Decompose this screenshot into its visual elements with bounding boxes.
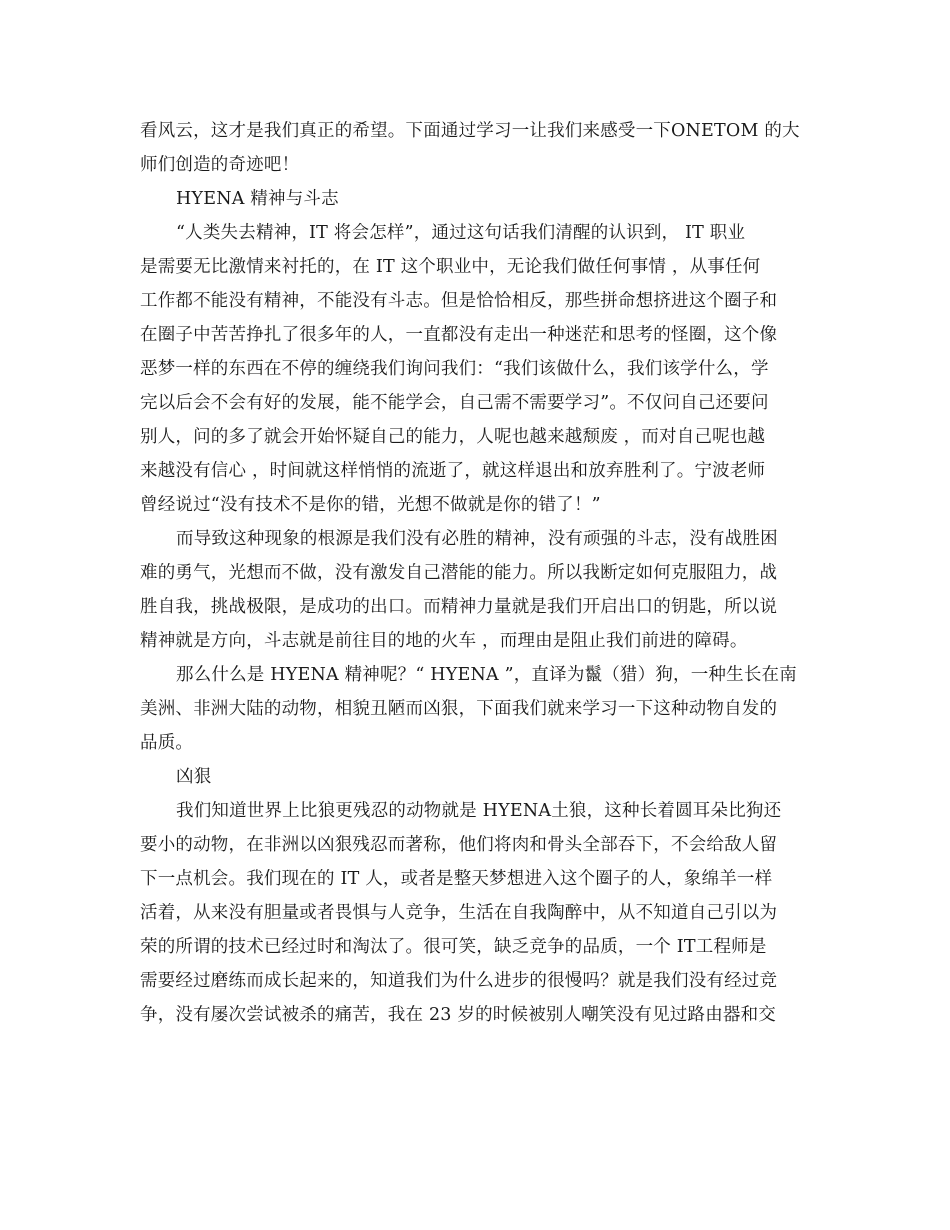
- section-heading: 凶狠: [176, 767, 212, 787]
- paragraph-first-line: “人类失去精神，IT 将会怎样”，通过这句话我们清醒的认识到， IT 职业: [176, 223, 746, 243]
- text-line: 师们创造的奇迹吧！: [140, 155, 300, 175]
- text-line: 需要经过磨练而成长起来的，知道我们为什么进步的很慢吗？就是我们没有经过竞: [140, 971, 778, 991]
- text-line: 难的勇气，光想而不做，没有激发自己潜能的能力。所以我断定如何克服阻力，战: [140, 563, 778, 583]
- text-line: 看风云，这才是我们真正的希望。下面通过学习一让我们来感受一下ONETOM 的大: [140, 121, 800, 141]
- text-line: 荣的所谓的技术已经过时和淘汰了。很可笑，缺乏竞争的品质，一个 IT工程师是: [140, 937, 767, 957]
- text-line: 精神就是方向，斗志就是前往目的地的火车 ，而理由是阻止我们前进的障碍。: [140, 631, 748, 651]
- text-line: 下一点机会。我们现在的 IT 人，或者是整天梦想进入这个圈子的人，象绵羊一样: [140, 869, 773, 889]
- text-line: 完以后会不会有好的发展，能不能学会，自己需不需要学习”。不仅问自己还要问: [140, 393, 769, 413]
- text-line: 美洲、非洲大陆的动物，相貌丑陋而凶狠，下面我们就来学习一下这种动物自发的: [140, 699, 778, 719]
- text-line: 争，没有屡次尝试被杀的痛苦，我在 23 岁的时候被别人嘲笑没有见过路由器和交: [140, 1005, 776, 1025]
- text-line: 曾经说过“没有技术不是你的错，光想不做就是你的错了！”: [140, 495, 601, 515]
- text-line: 要小的动物，在非洲以凶狠残忍而著称，他们将肉和骨头全部吞下，不会给敌人留: [140, 835, 778, 855]
- paragraph-first-line: 而导致这种现象的根源是我们没有必胜的精神，没有顽强的斗志，没有战胜困: [176, 529, 778, 549]
- text-line: 工作都不能没有精神，不能没有斗志。但是恰恰相反，那些拼命想挤进这个圈子和: [140, 291, 778, 311]
- paragraph-first-line: 我们知道世界上比狼更残忍的动物就是 HYENA土狼，这种长着圆耳朵比狗还: [176, 801, 782, 821]
- section-heading: HYENA 精神与斗志: [176, 189, 339, 209]
- text-line: 别人，问的多了就会开始怀疑自己的能力，人呢也越来越颓废 ，而对自己呢也越: [140, 427, 766, 447]
- text-line: 活着，从来没有胆量或者畏惧与人竞争，生活在自我陶醉中，从不知道自己引以为: [140, 903, 778, 923]
- paragraph-first-line: 那么什么是 HYENA 精神呢？“ HYENA ”，直译为鬣（猎）狗，一种生长在南: [176, 665, 797, 685]
- text-line: 在圈子中苦苦挣扎了很多年的人，一直都没有走出一种迷茫和思考的怪圈，这个像: [140, 325, 778, 345]
- text-line: 恶梦一样的东西在不停的缠绕我们询问我们：“我们该做什么，我们该学什么，学: [140, 359, 769, 379]
- text-line: 是需要无比激情来衬托的，在 IT 这个职业中，无论我们做任何事情 ，从事任何: [140, 257, 761, 277]
- text-line: 来越没有信心 ，时间就这样悄悄的流逝了，就这样退出和放弃胜利了。宁波老师: [140, 461, 766, 481]
- text-line: 品质。: [140, 733, 194, 753]
- text-line: 胜自我，挑战极限，是成功的出口。而精神力量就是我们开启出口的钥匙，所以说: [140, 597, 778, 617]
